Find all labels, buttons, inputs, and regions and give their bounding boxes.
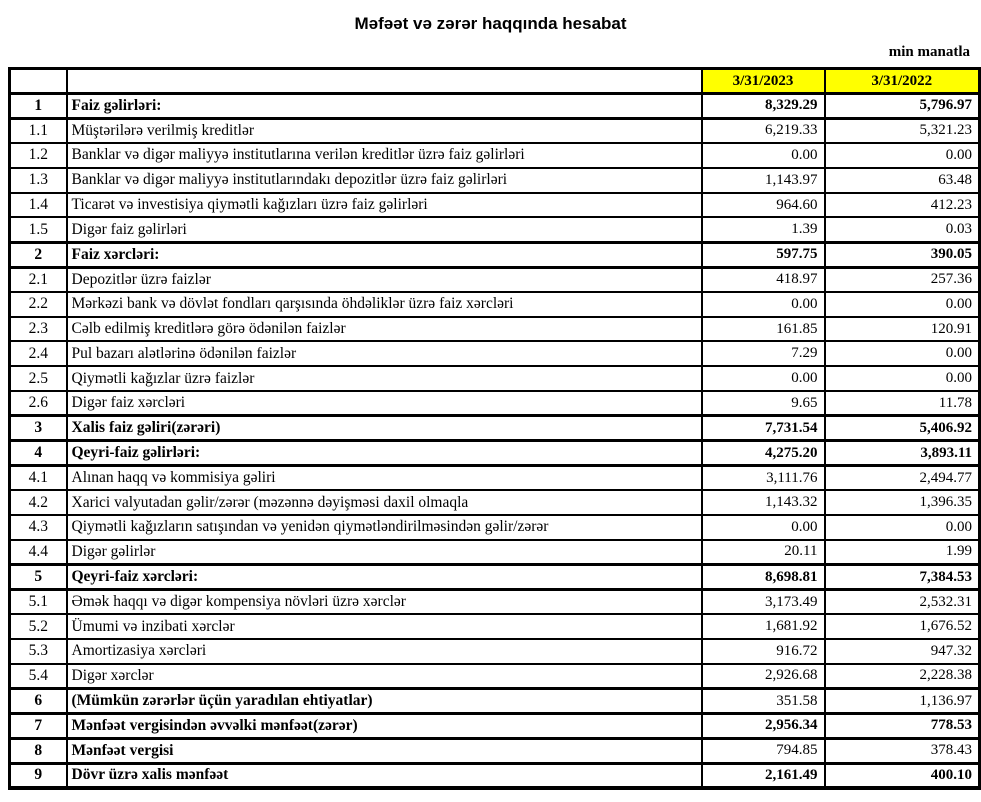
row-label: Əmək haqqı və digər kompensiya növləri üzrə xərclər [67, 589, 702, 614]
row-value-2022: 5,321.23 [825, 118, 980, 143]
row-value-2023: 1,681.92 [702, 614, 825, 639]
row-label: Xarici valyutadan gəlir/zərər (məzənnə dəyişməsi daxil olmaqla [67, 490, 702, 515]
row-value-2022: 2,532.31 [825, 589, 980, 614]
row-value-2023: 0.00 [702, 143, 825, 168]
row-value-2022: 778.53 [825, 713, 980, 738]
row-label: Qiymətli kağızlar üzrə faizlər [67, 366, 702, 391]
header-cell-2023: 3/31/2023 [702, 69, 825, 94]
row-value-2022: 378.43 [825, 738, 980, 763]
row-label: Müştərilərə verilmiş kreditlər [67, 118, 702, 143]
row-value-2022: 3,893.11 [825, 441, 980, 466]
row-value-2022: 11.78 [825, 391, 980, 416]
row-value-2023: 1,143.32 [702, 490, 825, 515]
row-number: 5 [10, 565, 67, 590]
table-row [10, 242, 980, 267]
table-row [10, 267, 980, 292]
row-number: 4.4 [10, 540, 67, 565]
row-number: 1.2 [10, 143, 67, 168]
row-number: 2.4 [10, 341, 67, 366]
row-value-2022: 0.00 [825, 515, 980, 540]
row-number: 4.3 [10, 515, 67, 540]
row-value-2023: 1,143.97 [702, 168, 825, 193]
row-number: 1.1 [10, 118, 67, 143]
row-value-2023: 597.75 [702, 242, 825, 267]
row-label: Ticarət və investisiya qiymətli kağızları üzrə faiz gəlirləri [67, 193, 702, 218]
table-row [10, 763, 980, 788]
row-number: 2.1 [10, 267, 67, 292]
row-label: Faiz xərcləri: [67, 242, 702, 267]
row-value-2022: 0.00 [825, 341, 980, 366]
row-value-2023: 418.97 [702, 267, 825, 292]
row-value-2022: 947.32 [825, 639, 980, 664]
row-label: Amortizasiya xərcləri [67, 639, 702, 664]
row-number: 2.6 [10, 391, 67, 416]
table-row [10, 317, 980, 342]
row-label: Digər xərclər [67, 664, 702, 689]
row-number: 7 [10, 713, 67, 738]
row-value-2023: 916.72 [702, 639, 825, 664]
row-value-2023: 2,161.49 [702, 763, 825, 788]
row-number: 1.4 [10, 193, 67, 218]
row-label: Pul bazarı alətlərinə ödənilən faizlər [67, 341, 702, 366]
row-value-2023: 0.00 [702, 366, 825, 391]
row-value-2022: 2,228.38 [825, 664, 980, 689]
row-value-2023: 794.85 [702, 738, 825, 763]
table-row [10, 515, 980, 540]
row-number: 5.2 [10, 614, 67, 639]
row-number: 2 [10, 242, 67, 267]
table-row [10, 366, 980, 391]
table-row [10, 168, 980, 193]
row-value-2023: 2,956.34 [702, 713, 825, 738]
row-number: 5.4 [10, 664, 67, 689]
row-number: 1.5 [10, 217, 67, 242]
table-row [10, 341, 980, 366]
row-value-2022: 120.91 [825, 317, 980, 342]
row-label: Banklar və digər maliyyə institutlarındakı depozitlər üzrə faiz gəlirləri [67, 168, 702, 193]
row-label: Faiz gəlirləri: [67, 94, 702, 119]
row-label: Depozitlər üzrə faizlər [67, 267, 702, 292]
row-value-2023: 3,111.76 [702, 465, 825, 490]
header-cell-label-empty [67, 69, 702, 94]
row-number: 9 [10, 763, 67, 788]
row-number: 8 [10, 738, 67, 763]
row-value-2022: 412.23 [825, 193, 980, 218]
page-title: Məfəət və zərər haqqında hesabat [354, 14, 627, 33]
row-value-2023: 6,219.33 [702, 118, 825, 143]
unit-note: min manatla [888, 44, 970, 60]
table-row [10, 664, 980, 689]
row-value-2022: 1,136.97 [825, 689, 980, 714]
table-row [10, 118, 980, 143]
row-value-2023: 964.60 [702, 193, 825, 218]
row-value-2023: 7,731.54 [702, 416, 825, 441]
row-value-2022: 5,406.92 [825, 416, 980, 441]
table-row [10, 614, 980, 639]
row-label: Qeyri-faiz xərcləri: [67, 565, 702, 590]
row-label: (Mümkün zərərlər üçün yaradılan ehtiyatlar) [67, 689, 702, 714]
row-value-2023: 4,275.20 [702, 441, 825, 466]
row-value-2023: 2,926.68 [702, 664, 825, 689]
row-number: 3 [10, 416, 67, 441]
row-number: 2.2 [10, 292, 67, 317]
row-label: Mənfəət vergisi [67, 738, 702, 763]
row-value-2022: 1,396.35 [825, 490, 980, 515]
header-cell-2022: 3/31/2022 [825, 69, 980, 94]
row-label: Dövr üzrə xalis mənfəət [67, 763, 702, 788]
row-label: Mərkəzi bank və dövlət fondları qarşısında öhdəliklər üzrə faiz xərcləri [67, 292, 702, 317]
table-row [10, 565, 980, 590]
row-value-2023: 1.39 [702, 217, 825, 242]
row-value-2022: 0.03 [825, 217, 980, 242]
table-row [10, 639, 980, 664]
row-value-2023: 3,173.49 [702, 589, 825, 614]
row-number: 2.3 [10, 317, 67, 342]
row-number: 4 [10, 441, 67, 466]
row-label: Qeyri-faiz gəlirləri: [67, 441, 702, 466]
row-label: Xalis faiz gəliri(zərəri) [67, 416, 702, 441]
row-label: Digər gəlirlər [67, 540, 702, 565]
row-value-2022: 257.36 [825, 267, 980, 292]
row-value-2023: 7.29 [702, 341, 825, 366]
row-value-2023: 8,329.29 [702, 94, 825, 119]
table-row [10, 94, 980, 119]
row-value-2023: 8,698.81 [702, 565, 825, 590]
row-number: 1.3 [10, 168, 67, 193]
table-row [10, 217, 980, 242]
row-value-2023: 161.85 [702, 317, 825, 342]
row-value-2023: 9.65 [702, 391, 825, 416]
row-label: Cəlb edilmiş kreditlərə görə ödənilən faizlər [67, 317, 702, 342]
row-value-2023: 0.00 [702, 292, 825, 317]
row-value-2022: 1.99 [825, 540, 980, 565]
row-number: 5.3 [10, 639, 67, 664]
row-number: 4.2 [10, 490, 67, 515]
row-label: Ümumi və inzibati xərclər [67, 614, 702, 639]
table-row [10, 441, 980, 466]
row-label: Digər faiz gəlirləri [67, 217, 702, 242]
row-value-2022: 63.48 [825, 168, 980, 193]
row-label: Digər faiz xərcləri [67, 391, 702, 416]
row-value-2022: 5,796.97 [825, 94, 980, 119]
row-value-2022: 400.10 [825, 763, 980, 788]
row-value-2023: 351.58 [702, 689, 825, 714]
row-number: 4.1 [10, 465, 67, 490]
table-row [10, 738, 980, 763]
row-value-2022: 390.05 [825, 242, 980, 267]
table-row [10, 391, 980, 416]
row-value-2022: 2,494.77 [825, 465, 980, 490]
row-value-2023: 0.00 [702, 515, 825, 540]
row-label: Banklar və digər maliyyə institutlarına verilən kreditlər üzrə faiz gəlirləri [67, 143, 702, 168]
header-cell-number-empty [10, 69, 67, 94]
row-label: Qiymətli kağızların satışından və yenidən qiymətləndirilməsindən gəlir/zərər [67, 515, 702, 540]
table-row [10, 589, 980, 614]
row-value-2022: 0.00 [825, 143, 980, 168]
row-value-2022: 1,676.52 [825, 614, 980, 639]
report-table-body [10, 94, 980, 788]
row-value-2022: 0.00 [825, 366, 980, 391]
pnl-table [8, 67, 981, 790]
table-row [10, 465, 980, 490]
row-label: Alınan haqq və kommisiya gəliri [67, 465, 702, 490]
row-value-2022: 7,384.53 [825, 565, 980, 590]
table-row [10, 193, 980, 218]
row-number: 2.5 [10, 366, 67, 391]
row-number: 5.1 [10, 589, 67, 614]
table-row [10, 540, 980, 565]
table-row [10, 490, 980, 515]
row-number: 6 [10, 689, 67, 714]
row-value-2022: 0.00 [825, 292, 980, 317]
table-row [10, 143, 980, 168]
table-row [10, 416, 980, 441]
table-row [10, 292, 980, 317]
row-number: 1 [10, 94, 67, 119]
table-header-row [10, 69, 980, 94]
row-label: Mənfəət vergisindən əvvəlki mənfəət(zərər) [67, 713, 702, 738]
table-row [10, 713, 980, 738]
table-row [10, 689, 980, 714]
row-value-2023: 20.11 [702, 540, 825, 565]
